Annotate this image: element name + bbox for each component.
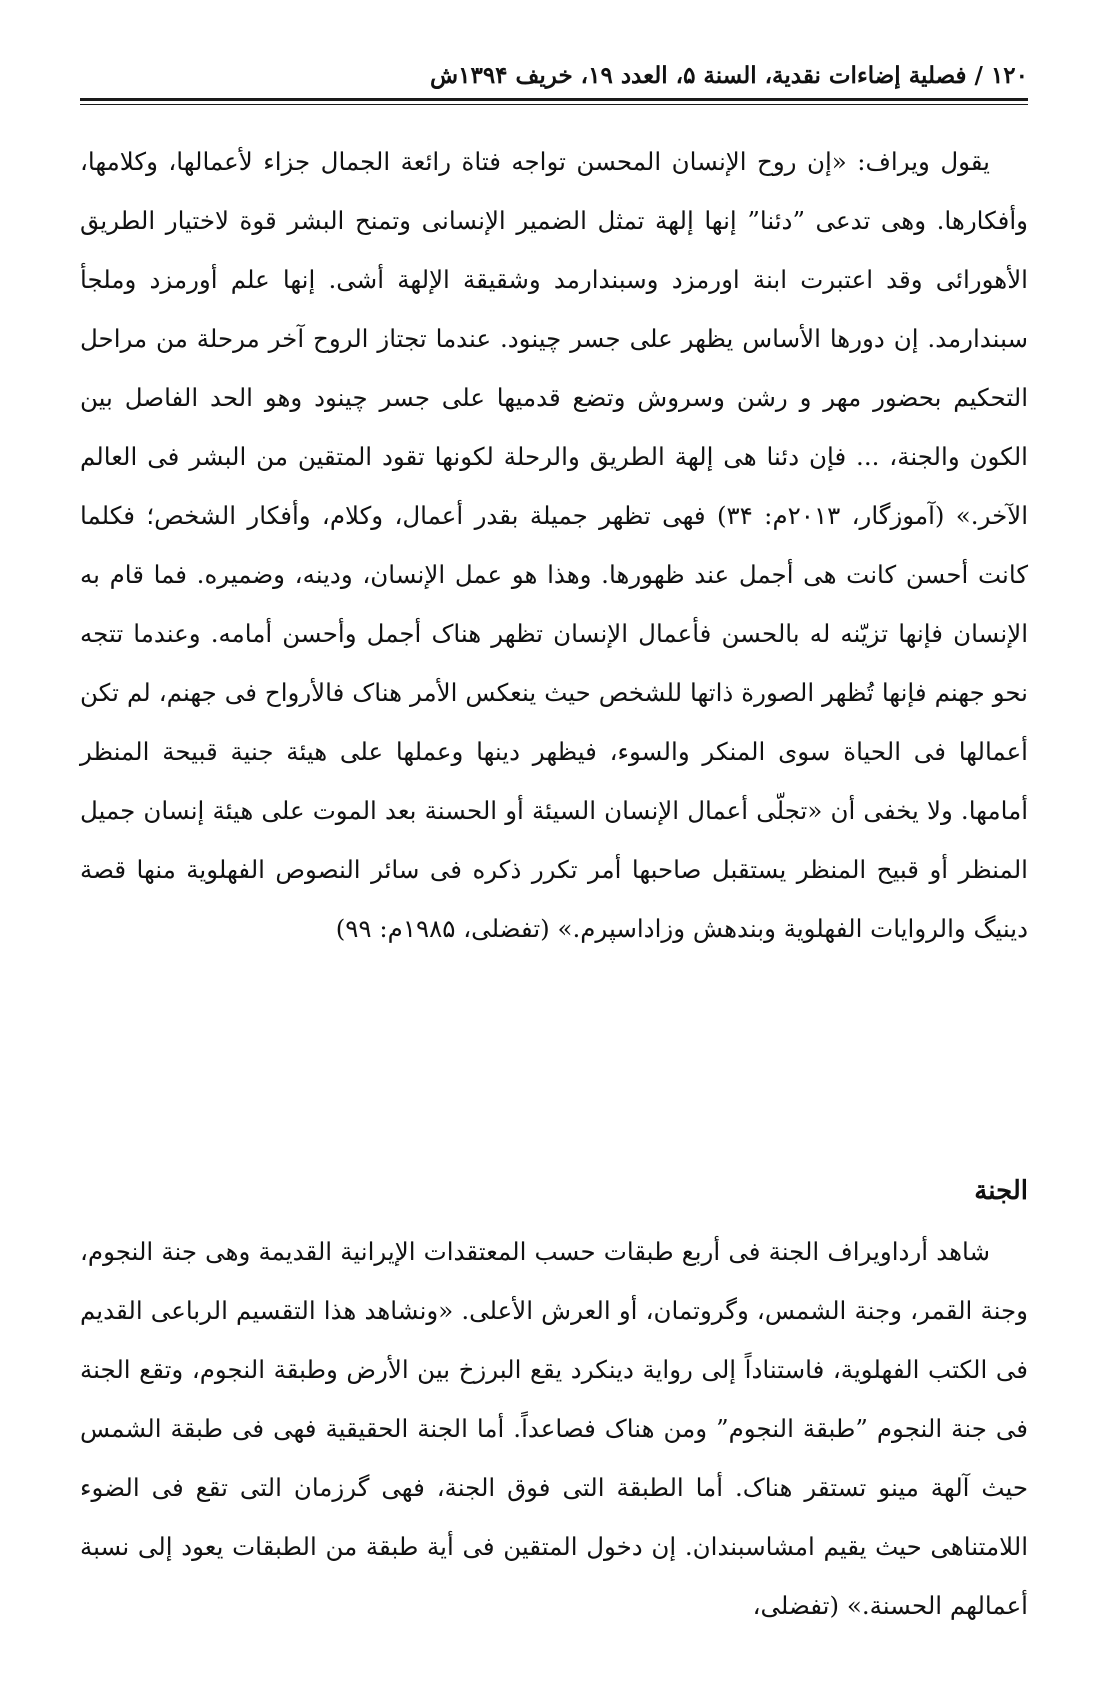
header-rule — [80, 98, 1028, 101]
section-heading: الجنة — [974, 1176, 1028, 1206]
running-header: ۱۲۰ / فصلية إضاءات نقدية، السنة ۵، العدد ۱۹، خريف ۱۳۹۴ش — [430, 62, 1028, 89]
body-paragraph-1 — [80, 132, 1028, 958]
body-paragraph-2 — [80, 1222, 1028, 1635]
header-rule-thin — [80, 104, 1028, 105]
paragraph-text: يقول ويراف: «إن روح الإنسان المحسن تواجه فتاة رائعة الجمال جزاء لأعمالها، وكلامها، وأفكارها. وهى تدعى ”دئنا” إنها إلهة تمثل الضمير الإنسانى وتمنح البشر قوة لاختيار الطريق الأهورائى وقد اعتبرت ابنة اورمزد وسبندارمد وشقيقة الإلهة أشى. إنها علم أورمزد وملجأ سبندارمد. إن دورها الأساس يظهر على جسر چينود. عندما تجتاز الروح آخر مرحلة من مراحل التحكيم بحضور مهر و رشن وسروش وتضع قدميها على جسر چينود وهو الحد الفاصل بين الكون والجنة، ... فإن دئنا هى إلهة الطريق والرحلة لكونها تقود المتقين من البشر فى العالم الآخر.» (آموزگار، ۲۰۱۳م: ۳۴) فهى تظهر جميلة بقدر أعمال، وكلام، وأفكار الشخص؛ فكلما كانت أحسن كانت هى أجمل عند ظهورها. وهذا هو عمل الإنسان، ودينه، وضميره. فما قام به الإنسان فإنها تزيّنه له بالحسن فأعمال الإنسان تظهر هناک أجمل وأحسن أمامه. وعندما تتجه نحو جهنم فإنها تُظهر الصورة ذاتها للشخص حيث ينعكس الأمر هناک فالأرواح فى جهنم، لم تكن أعمالها فى الحياة سوى المنكر والسوء، فيظهر دينها وعملها على هيئة جنية قبيحة المنظر أمامها. ولا يخفى أن «تجلّى أعمال الإنسان السيئة أو الحسنة بعد الموت على هيئة إنسان جميل المنظر أو قبيح المنظر يستقبل صاحبها أمر تكرر ذكره فى سائر النصوص الفهلوية منها قصة دينيگ والروايات الفهلوية وبندهش وزاداسپرم.» (تفضلى، ۱۹۸۵م: ۹۹) — [80, 147, 1029, 943]
paragraph-text: شاهد أرداويراف الجنة فى أربع طبقات حسب المعتقدات الإيرانية القديمة وهى جنة النجوم، وجنة القمر، وجنة الشمس، وگروتمان، أو العرش الأعلى. «ونشاهد هذا التقسيم الرباعى القديم فى الكتب الفهلوية، فاستناداً إلى رواية دينكرد يقع البرزخ بين الأرض وطبقة النجوم، وتقع الجنة فى جنة النجوم ”طبقة النجوم” ومن هناک فصاعداً. أما الجنة الحقيقية فهى فى طبقة الشمس حيث آلهة مينو تستقر هناک. أما الطبقة التى فوق الجنة، فهى گرزمان التى تقع فى الضوء اللامتناهى حيث يقيم امشاسبندان. إن دخول المتقين فى أية طبقة من الطبقات يعود إلى نسبة أعمالهم الحسنة.» (تفضلى، — [80, 1237, 1028, 1620]
